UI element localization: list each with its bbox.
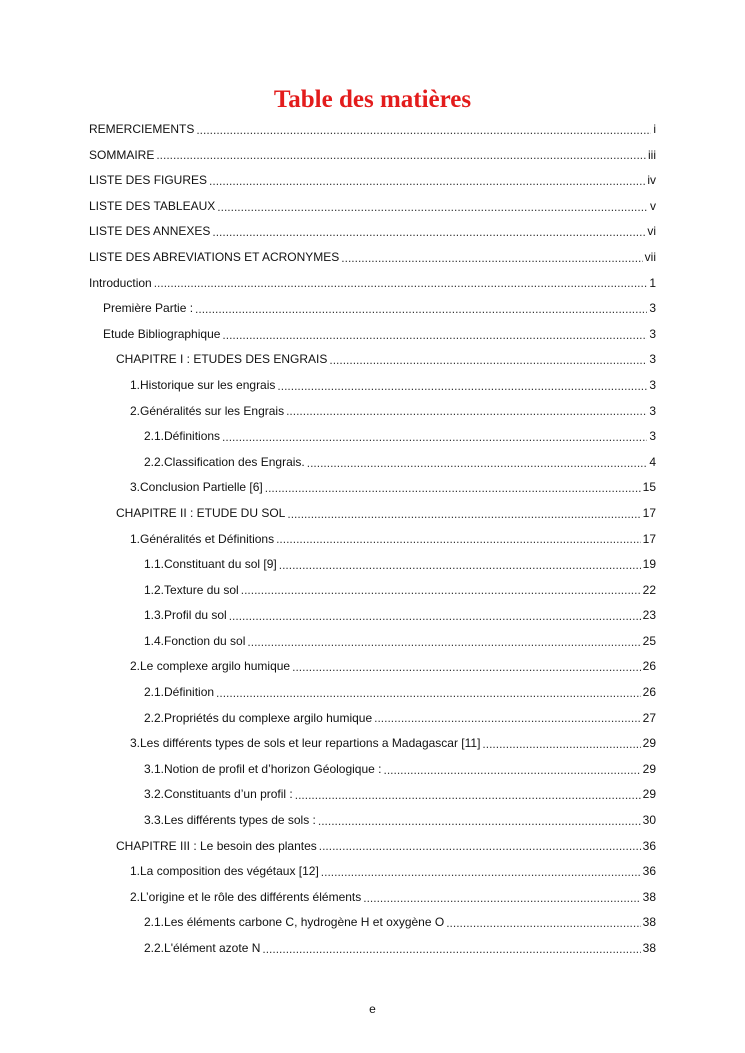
toc-entry[interactable] xyxy=(89,399,656,425)
dot-leader xyxy=(292,660,641,674)
dot-leader xyxy=(222,430,647,444)
toc-entry[interactable] xyxy=(89,552,656,578)
toc-entry-label: 1.Généralités et Définitions xyxy=(130,531,275,546)
toc-entry[interactable] xyxy=(89,782,656,808)
dot-leader xyxy=(222,328,647,342)
toc-entry-page: 3 xyxy=(649,377,656,392)
dot-leader xyxy=(286,404,647,418)
toc-entry-label: SOMMAIRE xyxy=(89,147,155,162)
toc-entry-page: 3 xyxy=(649,429,656,444)
toc-entry[interactable] xyxy=(89,706,656,732)
dot-leader xyxy=(216,686,641,700)
dot-leader xyxy=(212,225,645,239)
page-number-footer: e xyxy=(369,1002,376,1016)
dot-leader xyxy=(241,583,641,597)
toc-entry-label: 1.1.Constituant du sol [9] xyxy=(144,557,277,572)
toc-entry-page: 1 xyxy=(649,275,656,290)
toc-entry[interactable] xyxy=(89,578,656,604)
dot-leader xyxy=(287,507,640,521)
toc-entry[interactable] xyxy=(89,731,656,757)
toc-entry-page: 17 xyxy=(642,505,656,520)
toc-entry[interactable] xyxy=(89,757,656,783)
dot-leader xyxy=(229,609,641,623)
toc-entry[interactable] xyxy=(89,245,656,271)
toc-entry-page: 3 xyxy=(649,301,656,316)
toc-entry[interactable] xyxy=(89,194,656,220)
toc-entry[interactable] xyxy=(89,680,656,706)
dot-leader xyxy=(319,839,641,853)
toc-entry-label: LISTE DES ANNEXES xyxy=(89,224,211,239)
toc-entry-page: 3 xyxy=(649,352,656,367)
toc-entry[interactable] xyxy=(89,347,656,373)
toc-entry-label: 2.L’origine et le rôle des différents éléments xyxy=(130,889,362,904)
toc-entry-label: REMERCIEMENTS xyxy=(89,122,195,136)
toc-entry-label: Introduction xyxy=(89,275,152,290)
toc-entry-label: LISTE DES FIGURES xyxy=(89,173,208,188)
toc-entry-page: vii xyxy=(644,249,656,264)
dot-leader xyxy=(341,251,642,265)
toc-entry-page: 26 xyxy=(642,685,656,700)
dot-leader xyxy=(156,148,646,162)
toc-entry-label: Etude Bibliographique xyxy=(103,326,221,341)
toc-entry-label: CHAPITRE I : ETUDES DES ENGRAIS xyxy=(116,352,328,367)
dot-leader xyxy=(374,711,641,725)
toc-entry-page: 25 xyxy=(642,633,656,648)
toc-entry-page: 30 xyxy=(642,813,656,828)
dot-leader xyxy=(195,302,647,316)
toc-entry-label: Première Partie : xyxy=(103,301,194,316)
toc-entry-label: 2.2.Propriétés du complexe argilo humique xyxy=(144,710,373,725)
dot-leader xyxy=(196,123,651,137)
toc-entry-label: 1.2.Texture du sol xyxy=(144,582,239,597)
toc-entry-label: 1.La composition des végétaux [12] xyxy=(130,864,319,879)
toc-entry-label: 1.Historique sur les engrais xyxy=(130,377,276,392)
toc-entry[interactable] xyxy=(89,834,656,860)
dot-leader xyxy=(209,174,645,188)
dot-leader xyxy=(384,763,641,777)
dot-leader xyxy=(262,942,640,956)
toc-entry-page: 29 xyxy=(642,736,656,751)
toc-entry-page: 4 xyxy=(649,454,656,469)
toc-entry[interactable] xyxy=(89,910,656,936)
dot-leader xyxy=(154,276,648,290)
toc-entry[interactable] xyxy=(89,143,656,169)
toc-entry-page: iv xyxy=(647,173,656,188)
toc-entry-page: 3 xyxy=(649,326,656,341)
dot-leader xyxy=(217,200,648,214)
toc-entry-label: 2.Le complexe argilo humique xyxy=(130,659,291,674)
toc-entry-page: 36 xyxy=(642,838,656,853)
toc-entry[interactable] xyxy=(89,117,656,143)
toc-entry[interactable] xyxy=(89,373,656,399)
toc-entry-page: 38 xyxy=(642,889,656,904)
toc-entry-label: LISTE DES ABREVIATIONS ET ACRONYMES xyxy=(89,249,340,264)
toc-entry-label: 2.1.Les éléments carbone C, hydrogène H et oxygène O xyxy=(144,915,445,930)
toc-entry-label: 3.3.Les différents types de sols : xyxy=(144,813,316,828)
toc-entry-page: 36 xyxy=(642,864,656,879)
dot-leader xyxy=(307,456,648,470)
dot-leader xyxy=(276,532,641,546)
dot-leader xyxy=(318,814,641,828)
toc-entry-page: 29 xyxy=(642,761,656,776)
toc-entry-label: 2.1.Définitions xyxy=(144,429,221,444)
toc-entry[interactable] xyxy=(89,629,656,655)
toc-entry-label: 1.3.Profil du sol xyxy=(144,608,227,623)
toc-entry-label: LISTE DES TABLEAUX xyxy=(89,198,216,213)
toc-entry-label: 2.2.Classification des Engrais. xyxy=(144,454,305,469)
toc-entry-label: 3.1.Notion de profil et d’horizon Géologique : xyxy=(144,761,382,776)
dot-leader xyxy=(277,379,647,393)
toc-entry[interactable] xyxy=(89,296,656,322)
toc-entry[interactable] xyxy=(89,501,656,527)
toc-entry-page: 3 xyxy=(649,403,656,418)
toc-entry[interactable] xyxy=(89,424,656,450)
dot-leader xyxy=(247,635,640,649)
dot-leader xyxy=(279,558,641,572)
toc-entry-label: 2.1.Définition xyxy=(144,685,215,700)
dot-leader xyxy=(295,788,641,802)
dot-leader xyxy=(446,916,640,930)
toc-entry-label: 3.2.Constituants d’un profil : xyxy=(144,787,293,802)
toc-entry-label: 3.Conclusion Partielle [6] xyxy=(130,480,263,495)
toc-entry[interactable] xyxy=(89,808,656,834)
toc-entry-page: v xyxy=(650,198,656,213)
dot-leader xyxy=(321,865,641,879)
toc-entry-page: 22 xyxy=(642,582,656,597)
toc-entry-label: CHAPITRE III : Le besoin des plantes xyxy=(116,838,317,853)
toc-entry[interactable] xyxy=(89,168,656,194)
toc-entry-page: i xyxy=(653,122,656,136)
toc-entry-page: iii xyxy=(648,147,656,162)
toc-entry-page: 29 xyxy=(642,787,656,802)
toc-entry[interactable] xyxy=(89,450,656,476)
toc-entry-page: 27 xyxy=(642,710,656,725)
toc-entry[interactable] xyxy=(89,885,656,911)
dot-leader xyxy=(363,891,640,905)
toc-entry-label: 3.Les différents types de sols et leur repartions a Madagascar [11] xyxy=(130,736,481,751)
toc-entry-page: 15 xyxy=(642,480,656,495)
toc-entry[interactable] xyxy=(89,219,656,245)
toc-entry[interactable] xyxy=(89,936,656,962)
toc-entry[interactable] xyxy=(89,859,656,885)
toc-entry-label: 2.2.L'élément azote N xyxy=(144,941,261,955)
toc-entry[interactable] xyxy=(89,322,656,348)
toc-entry-label: CHAPITRE II : ETUDE DU SOL xyxy=(116,505,286,520)
toc-entry[interactable] xyxy=(89,475,656,501)
toc-entry-page: vi xyxy=(647,224,656,239)
dot-leader xyxy=(482,737,640,751)
toc-entry[interactable] xyxy=(89,654,656,680)
page-title: Table des matières xyxy=(273,86,472,113)
toc-entry-label: 1.4.Fonction du sol xyxy=(144,633,246,648)
toc-entry-page: 38 xyxy=(642,915,656,930)
toc-entry-page: 26 xyxy=(642,659,656,674)
toc-entry-page: 23 xyxy=(642,608,656,623)
table-of-contents xyxy=(89,117,656,962)
dot-leader xyxy=(329,353,647,367)
dot-leader xyxy=(265,481,641,495)
toc-entry[interactable] xyxy=(89,527,656,553)
toc-entry-label: 2.Généralités sur les Engrais xyxy=(130,403,285,418)
toc-entry-page: 17 xyxy=(642,531,656,546)
toc-entry-page: 19 xyxy=(642,557,656,572)
toc-entry[interactable] xyxy=(89,271,656,297)
toc-entry-page: 38 xyxy=(642,941,656,955)
toc-entry[interactable] xyxy=(89,603,656,629)
